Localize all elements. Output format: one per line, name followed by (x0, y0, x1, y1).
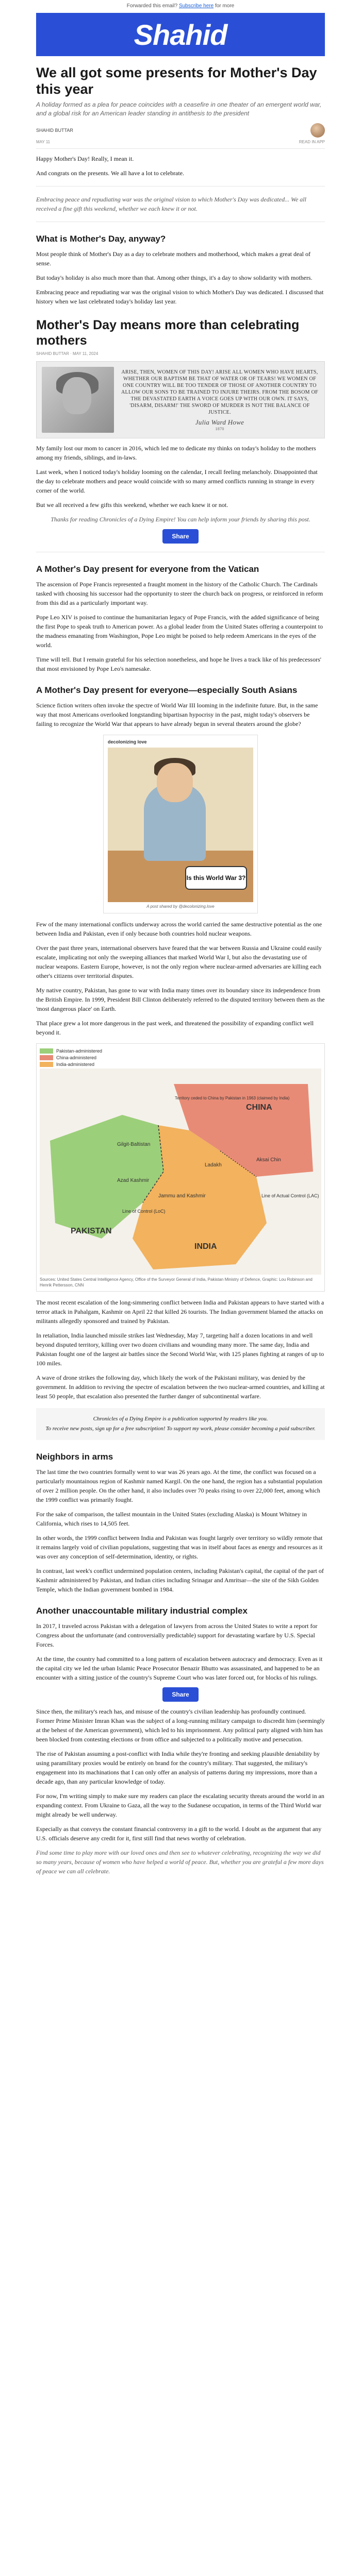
cartoon-image (108, 748, 253, 902)
julia-ward-howe-quote-image (36, 361, 325, 438)
map-label-gilgit-baltistan: Gilgit-Baltistan (117, 1142, 151, 1147)
map-graphic (40, 1069, 321, 1275)
paragraph: Especially as that conveys the constant financial controversy in a gift to the world. I doubt as the argument that any U.S. officials deserve any credit for it, first still find that news worthy of celebration. (36, 1825, 322, 1842)
paragraph: A wave of drone strikes the following day, which likely the work of the Pakistani military, was denied by the government. In addition to reviving the spectre of escalation between the two nuclear-armed countries, and killing at least 50 people, that escalation also presented the further danger of subcontinental warfare. (36, 1374, 325, 1400)
map-label-azad-kashmir: Azad Kashmir (117, 1178, 150, 1183)
paragraph: For the sake of comparison, the tallest mountain in the United States (excluding Alaska) is Mount Whitney in California, which rises to 14,505 feet. (36, 1511, 307, 1527)
embed-caption: A post shared by @decolonizing.love (146, 904, 215, 909)
paragraph: My native country, Pakistan, has gone to war with India many times over its boundary since its independence from the British Empire. In 1999, President Bill Clinton deliberately referred to the disputed territory between them as the 'most dangerous place' on Earth. (36, 987, 325, 1012)
map-label-ladakh: Ladakh (205, 1162, 222, 1168)
section-heading-south-asia: A Mother's Day present for everyone—especially South Asians (36, 685, 298, 695)
embedded-post-meta: SHAHID BUTTAR · MAY 11, 2024 (36, 351, 99, 356)
intro-note: Embracing peace and repudiating war was the original vision to which Mother's Day was dedicated... We all received a fine gift this weekend, whether we each knew it or not. (36, 196, 306, 212)
read-in-app-link[interactable]: READ IN APP (299, 140, 325, 144)
portrait-image (42, 367, 114, 433)
publish-date: MAY 11 (36, 140, 51, 144)
promo-line: To receive new posts, sign up for a free subscription! To support my work, please consider becoming a paid subscriber. (45, 1426, 316, 1432)
author-name[interactable]: SHAHID BUTTAR (36, 128, 73, 133)
quote-signature: Julia Ward Howe (195, 418, 244, 426)
instagram-embed[interactable] (103, 735, 258, 913)
quote-date: 1870 (215, 427, 224, 431)
embedded-post-title[interactable]: Mother's Day means more than celebrating mothers (36, 318, 300, 348)
instagram-account[interactable]: decolonizing love (108, 739, 147, 744)
map-label-india: INDIA (194, 1242, 217, 1251)
paragraph: My family lost our mom to cancer in 2016, which led me to dedicate my thinks on today's holiday to the mothers among my friends, siblings, and in-laws. (36, 445, 316, 461)
paragraph: Embracing peace and repudiating war was the original vision to which Mother's Day was dedicated. I discussed that history when we last celebrated today's holiday last year. (36, 289, 324, 305)
paragraph: In 2017, I traveled across Pakistan with a delegation of lawyers from across the United States to write a report for Congress about the unfortunate (and controversially predictable) support for devastating warfare by U.S. Special Forces. (36, 1622, 318, 1648)
paragraph: But today's holiday is also much more than that. Among other things, it's a day to show solidarity with mothers. (36, 274, 313, 281)
paragraph: Science fiction writers often invoke the spectre of World War III looming in the indefinite future. But, in the same way that most Americans overlooked longstanding bipartisan hypocrisy in the past, might today's observers be failing to recognize the World War that appears to have already begun in several theaters around the globe? (36, 702, 318, 727)
kashmir-map (36, 1043, 325, 1292)
intro: And congrats on the presents. We all have a lot to celebrate. (36, 170, 185, 177)
author-avatar[interactable] (310, 123, 325, 138)
paragraph: That place grew a lot more dangerous in the past week, and threatened the possibility of expanding conflict well beyond it. (36, 1020, 314, 1036)
speech-bubble: Is this World War 3? (185, 866, 247, 890)
section-heading-mothers-day: What is Mother's Day, anyway? (36, 234, 166, 244)
map-label-aksai-chin: Aksai Chin (256, 1157, 281, 1163)
map-label-pakistan: PAKISTAN (71, 1227, 112, 1235)
paragraph: The last time the two countries formally went to war was 26 years ago. At the time, the conflict was focused on a particularly mountainous region of Kashmir named Kargil. On the one hand, the region has a substantial population of over 2 million people. On the other hand, it also includes over 70 peaks rising to over 22,000 feet, among which the 1999 conflict was primarily fought. (36, 1468, 322, 1503)
share-button[interactable]: Share (162, 1687, 198, 1702)
brand-logo: Shahid (134, 18, 227, 51)
paragraph: The most recent escalation of the long-simmering conflict between India and Pakistan appears to have started with a terror attack in Pahalgam, Kashmir on April 22 that killed 26 tourists. The Indian government blamed the attacks on militants allegedly sponsored and trained by Pakistan. (36, 1299, 324, 1325)
paragraph: Few of the many international conflicts underway across the world carried the same destructive potential as the one between India and Pakistan, even if only because both countries hold nuclear weapons. (36, 921, 322, 937)
paragraph: Pope Leo XIV is poised to continue the humanitarian legacy of Pope Francis, with the added significance of being the first Pope to speak truth to American power. As a global leader from the United States offering a counterpoint to the madness emanating from Washington, Pope Leo might be poised to help redeem Americans in the eyes of the world. (36, 614, 323, 649)
share-button[interactable]: Share (162, 529, 198, 544)
paragraph: Last week, when I noticed today's holiday looming on the calendar, I recall feeling melancholy. Disappointed that the day to celebrate mothers and peace would coincide with so many armed conflicts running in strange in every corner of the world. (36, 468, 318, 494)
subscribe-promo (36, 1408, 325, 1440)
section-heading-neighbors: Neighbors in arms (36, 1452, 113, 1462)
paragraph: Since then, the military's reach has, and misuse of the country's civilian leadership has profoundly continued. Former Prime Minister Imran Khan was the subject of a long-running military campaign to discredit him (seemingly at the behest of the American government), which led to his imprisonment. Any political party aligned with him has been blocked from contesting elections or from office and subjected to a politically motive and persecution. (36, 1708, 325, 1743)
paragraph: Most people think of Mother's Day as a day to celebrate mothers and motherhood, which makes a great deal of sense. (36, 250, 311, 267)
paragraph: Over the past three years, international observers have feared that the war between Russia and Ukraine could easily escalate, implicating not only the sweeping alliances that marked World War I, but also the devastating use of nuclear weapons. Eastern Europe, however, is not the only region where nuclear-armed adversaries are killing each other's citizens over territorial disputes. (36, 944, 322, 979)
map-label-jammu-kashmir: Jammu and Kashmir (158, 1193, 206, 1199)
quote-text: ARISE, THEN, WOMEN OF THIS DAY! ARISE ALL WOMEN WHO HAVE HEARTS, WHETHER OUR BAPTISM BE THAT OF WATER OR OF TEARS! WE WOMEN OF ONE COUNTRY WILL BE TOO TENDER OF THOSE OF ANOTHER COUNTRY TO ALLOW OUR SONS TO BE TRAINED TO INJURE THEIRS. FROM THE BOSOM OF THE DEVASTATED EARTH A VOICE GOES UP WITH OUR OWN. IT SAYS, 'DISARM, DISARM!' THE SWORD OF MURDER IS NOT THE BALANCE OF JUSTICE. (121, 369, 318, 415)
map-label-ceded-territory: Territory ceded to China by Pakistan in 1963 (claimed by India) (175, 1096, 290, 1100)
greeting: Happy Mother's Day! Really, I mean it. (36, 155, 134, 162)
share-promo: Thanks for reading Chronicles of a Dying Empire! You can help inform your friends by sharing this post. (51, 516, 310, 523)
paragraph: Find some time to play more with our loved ones and then see to whatever celebrating, recognizing the way we did so many years, because of women who have helped a world of peace. But, whether you are grateful a few more days of peace we can all celebrate. (36, 1849, 324, 1875)
paragraph: Time will tell. But I remain grateful for his selection nonetheless, and hope he lives a track like of his predecessors' that most envisioned by Pope Leo's namesake. (36, 656, 321, 672)
article-subtitle: A holiday formed as a plea for peace coincides with a ceasefire in one theater of an emergent world war, and a global risk for an American leader standing in antithesis to the president (36, 101, 322, 117)
paragraph: In contrast, last week's conflict undermined population centers, including Pakistan's capital, the capital of the part of Kashmir administered by Pakistan, and Indian cities including Srinagar and Amritsar—the site of the Sikh Golden Temple, which the Indian government bombed in 1984. (36, 1567, 324, 1593)
map-legend: Pakistan-administered China-administered India-administered (40, 1048, 321, 1067)
paragraph: But we all received a few gifts this weekend, whether we each knew it or not. (36, 501, 228, 509)
paragraph: The rise of Pakistan assuming a post-conflict with India while they're fronting and seeking plausible deniability by using paramilitary proxies would be entirely on brand for the country's military. That suggested, the military's engagement into its machinations that I can only offer an analysis of patterns during my impressions, more than a decade ago, than any particular knowledge of today. (36, 1750, 320, 1785)
section-heading-military: Another unaccountable military industrial complex (36, 1606, 248, 1616)
promo-line: Chronicles of a Dying Empire is a publication supported by readers like you. (93, 1416, 268, 1422)
map-source: Sources: United States Central Intelligence Agency, Office of the Surveyor General of India, Pakistan Ministry of Defence, Graphic: Lou Robinson and Henrik Pettersson, CNN (40, 1277, 313, 1287)
paragraph: In retaliation, India launched missile strikes last Wednesday, May 7, targeting half a dozen locations in and well beyond disputed territory, killing over two dozen civilians and wounding many more. The same day, India and Pakistan fought one of the largest air battles since the Second World War, with 125 planes fighting at ranges of up to 100 miles. (36, 1332, 324, 1367)
divider (36, 186, 325, 187)
article-title[interactable]: We all got some presents for Mother's Day this year (36, 65, 317, 97)
subscribe-link[interactable]: Subscribe here (178, 3, 214, 9)
paragraph: In other words, the 1999 conflict between India and Pakistan was fought largely over territory so wildly remote that it remains largely void of civilian populations, suggesting that was in itself about faces as energy and resources as it was over any conception of self-determination, identity, or rights. (36, 1534, 323, 1560)
masthead-banner[interactable] (36, 13, 325, 56)
paragraph: For now, I'm writing simply to make sure my readers can place the escalating security threats around the world in an expanding context. From Ukraine to Gaza, all the way to the Sudanese occupation, in terms of the Third World war might already be well underway. (36, 1792, 324, 1818)
paragraph: The ascension of Pope Francis represented a fraught moment in the history of the Catholic Church. The Cardinals tasked with choosing his successor had the opportunity to steer the church back on progress, or reinforced in reform from this did as a particularly important way. (36, 581, 323, 606)
section-heading-vatican: A Mother's Day present for everyone from the Vatican (36, 564, 259, 574)
paragraph: At the time, the country had committed to a long pattern of escalation between autocracy and democracy. Even as it the capital city we led the urban Islamic Peace Prosecutor Benazir Bhutto was assassinated, and happened to be an encounter with a sitting justice of the country's Supreme Court who was later forced out, for blocks of his rulings. (36, 1655, 323, 1681)
forward-note: Forwarded this email? Subscribe here for more (126, 3, 235, 9)
map-label-lac: Line of Actual Control (LAC) (261, 1193, 319, 1198)
map-label-china: CHINA (246, 1103, 272, 1112)
map-label-loc: Line of Control (LoC) (122, 1209, 166, 1214)
